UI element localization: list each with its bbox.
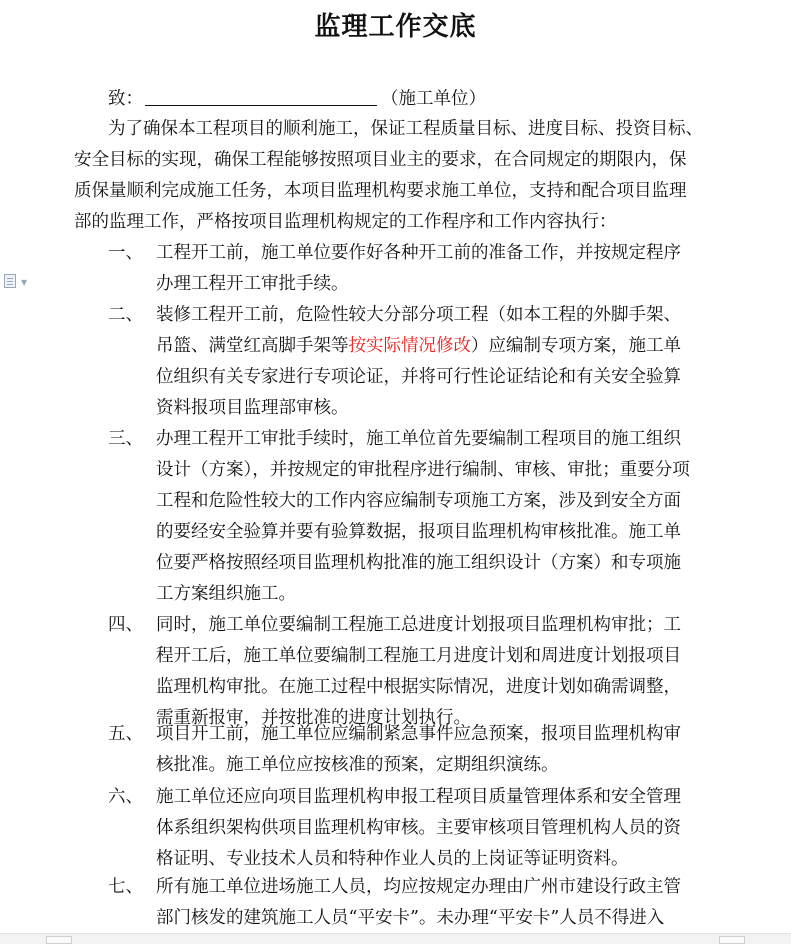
item-line [156, 331, 728, 362]
item-line: 核批准。施工单位应按核准的预案，定期组织演练。 [156, 755, 559, 775]
item-line: 位要严格按照经项目监理机构批准的施工组织设计（方案）和专项施 [156, 553, 681, 573]
item-body [156, 782, 728, 875]
item-body [156, 424, 728, 610]
item-line: 办理工程开工审批手续。 [156, 274, 349, 294]
recipient-suffix: （施工单位） [381, 89, 486, 109]
item-line: 工方案组织施工。 [156, 584, 296, 604]
item-line: 项目开工前，施工单位应编制紧急事件应急预案，报项目监理机构审 [156, 724, 681, 744]
item-line: 监理机构审批。在施工过程中根据实际情况，进度计划如确需调整， [156, 677, 681, 697]
item-body [156, 719, 728, 781]
intro-line: 为了确保本工程项目的顺利施工，保证工程质量目标、进度目标、投资目标、 [108, 119, 703, 139]
item-line: 办理工程开工审批手续时，施工单位首先要编制工程项目的施工组织 [156, 429, 681, 449]
recipient-line [108, 84, 486, 115]
item-number: 二、 [108, 305, 143, 325]
item-number: 三、 [108, 429, 143, 449]
intro-paragraph [74, 114, 724, 238]
item-number: 七、 [108, 877, 143, 897]
intro-line: 部的监理工作，严格按项目监理机构规定的工作程序和工作内容执行： [74, 212, 617, 232]
item-line: 的要经安全验算并要有验算数据，报项目监理机构审核批准。施工单 [156, 522, 681, 542]
item-line: 部门核发的建筑施工人员“平安卡”。未办理“平安卡”人员不得进入 [156, 908, 665, 928]
item-line: 所有施工单位进场施工人员，均应按规定办理由广州市建设行政主管 [156, 877, 681, 897]
item-line: 需重新报审，并按批准的进度计划执行。 [156, 708, 471, 728]
document-margin-icon[interactable] [4, 274, 16, 288]
item-line: 格证明、专业技术人员和特种作业人员的上岗证等证明资料。 [156, 849, 629, 869]
bottom-scroll-area [0, 933, 791, 944]
item-number: 五、 [108, 724, 143, 744]
item-line: 同时，施工单位要编制工程施工总进度计划报项目监理机构审批；工 [156, 615, 681, 635]
item-number: 一、 [108, 243, 143, 263]
caret-down-icon[interactable]: ▼ [21, 278, 28, 287]
recipient-prefix: 致： [108, 89, 143, 109]
highlight-text: 按实际情况修改 [348, 336, 471, 356]
item-line: 程开工后，施工单位要编制工程施工月进度计划和周进度计划报项目 [156, 646, 681, 666]
item-line: 设计（方案），并按规定的审批程序进行编制、审核、审批；重要分项 [156, 460, 690, 480]
item-body [156, 610, 728, 734]
item-number: 四、 [108, 615, 143, 635]
item-line: 工程开工前，施工单位要作好各种开工前的准备工作，并按规定程序 [156, 243, 681, 263]
item-line: 体系组织架构供项目监理机构审核。主要审核项目管理机构人员的资 [156, 818, 681, 838]
intro-line: 质保量顺利完成施工任务，本项目监理机构要求施工单位，支持和配合项目监理 [74, 181, 687, 201]
intro-line: 安全目标的实现，确保工程能够按照项目业主的要求，在合同规定的期限内，保 [74, 150, 687, 170]
recipient-blank[interactable] [145, 87, 377, 106]
item-line: 位组织有关专家进行专项论证，并将可行性论证结论和有关安全验算 [156, 367, 681, 387]
item-line: 施工单位还应向项目监理机构申报工程项目质量管理体系和安全管理 [156, 787, 681, 807]
item-text: 吊篮、满堂红高脚手架等 [156, 336, 349, 356]
item-line: 工程和危险性较大的工作内容应编制专项施工方案，涉及到安全方面 [156, 491, 681, 511]
item-body [156, 872, 728, 934]
item-line: 装修工程开工前，危险性较大分部分项工程（如本工程的外脚手架、 [156, 305, 681, 325]
item-line: 资料报项目监理部审核。 [156, 398, 349, 418]
item-body [156, 300, 728, 424]
item-body [156, 238, 728, 300]
item-number: 六、 [108, 787, 143, 807]
item-text: ）应编制专项方案，施工单 [471, 336, 681, 356]
page-title: 监理工作交底 [314, 12, 477, 42]
